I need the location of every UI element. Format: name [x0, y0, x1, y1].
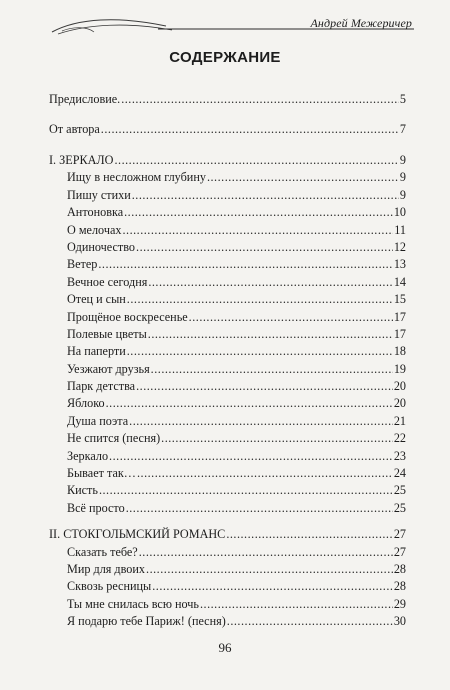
toc-item-page: 23: [393, 448, 406, 463]
toc-item-label: Отец и сын: [67, 292, 126, 307]
toc-item-page: 17: [393, 309, 406, 324]
toc-item-label: Ты мне снилась всю ночь: [67, 596, 199, 611]
dot-leader: [139, 545, 393, 560]
toc-section-label: I. ЗЕРКАЛО: [49, 153, 114, 167]
toc-item-label: Антоновка: [67, 205, 124, 220]
toc-heading: СОДЕРЖАНИЕ: [169, 49, 281, 66]
toc-item-label: Уезжают друзья: [67, 361, 150, 376]
toc-item-label: Кисть: [67, 483, 98, 498]
dot-leader: [121, 92, 399, 107]
dot-leader: [106, 396, 393, 411]
toc-item-page: 9: [399, 170, 406, 185]
toc-item[interactable]: [49, 170, 406, 187]
toc-item-page: 24: [393, 466, 406, 481]
dot-leader: [152, 579, 393, 594]
toc-item[interactable]: [49, 205, 406, 222]
toc-item[interactable]: [49, 240, 406, 257]
toc-section-page: 27: [393, 527, 406, 542]
toc-item-label: Парк детства: [67, 379, 136, 394]
toc-section-stockholm-romance[interactable]: [49, 527, 406, 544]
dot-leader: [114, 153, 398, 168]
toc-item[interactable]: [49, 466, 406, 483]
toc-section-label: II. СТОКГОЛЬМСКИЙ РОМАНС: [49, 527, 226, 542]
toc-entry-from-author[interactable]: [49, 122, 406, 141]
toc-item-page: 19: [393, 361, 406, 376]
toc-item-label: Всё просто: [67, 500, 125, 515]
toc-item[interactable]: [49, 223, 406, 240]
toc-item[interactable]: [49, 545, 406, 562]
toc-item-page: 20: [393, 379, 406, 394]
dot-leader: [124, 205, 393, 220]
toc-item-label: Мир для двоих: [67, 561, 146, 576]
toc-item-page: 29: [393, 596, 406, 611]
toc-entry-preface[interactable]: [49, 92, 406, 111]
dot-leader: [148, 327, 393, 342]
toc-item-page: 18: [393, 344, 406, 359]
dot-leader: [151, 362, 393, 377]
toc-item-page: 27: [393, 544, 406, 559]
toc-item[interactable]: [49, 396, 406, 413]
toc-item[interactable]: [49, 597, 406, 614]
toc-item-label: Душа поэта: [67, 413, 129, 428]
toc-item[interactable]: [49, 362, 406, 379]
toc-item[interactable]: [49, 292, 406, 309]
toc-item-label: Полевые цветы: [67, 326, 147, 341]
toc-item[interactable]: [49, 257, 406, 274]
toc-item-page: 22: [393, 431, 406, 446]
dot-leader: [189, 310, 393, 325]
toc-item[interactable]: [49, 344, 406, 361]
toc-item[interactable]: [49, 501, 406, 518]
dot-leader: [226, 527, 393, 542]
page-number: 96: [218, 640, 232, 655]
toc-item-label: Сквозь ресницы: [67, 579, 152, 594]
toc-item-label: Бывает так…: [67, 466, 136, 481]
toc-item[interactable]: [49, 188, 406, 205]
toc-item-page: 10: [393, 205, 406, 220]
dot-leader: [127, 292, 393, 307]
toc-item-label: Я подарю тебе Париж! (песня): [67, 614, 226, 629]
toc-item-label: Зеркало: [67, 448, 109, 463]
toc-item[interactable]: [49, 579, 406, 596]
toc-item[interactable]: [49, 483, 406, 500]
toc-item-page: 21: [393, 413, 406, 428]
dot-leader: [127, 344, 393, 359]
toc-item-label: Ищу в несложном глубину: [67, 170, 206, 185]
toc-item-page: 12: [393, 239, 406, 254]
toc-item[interactable]: [49, 327, 406, 344]
toc-entry-page: 5: [399, 92, 406, 106]
dot-leader: [207, 170, 399, 185]
toc-item-page: 30: [393, 614, 406, 629]
toc-item-label: О мелочах: [67, 222, 122, 237]
dot-leader: [148, 275, 392, 290]
toc-item[interactable]: [49, 379, 406, 396]
dot-leader: [126, 501, 393, 516]
dot-leader: [129, 414, 393, 429]
toc-item-label: Вечное сегодня: [67, 274, 148, 289]
toc-item-page: 11: [394, 222, 406, 237]
dot-leader: [122, 223, 393, 238]
dot-leader: [109, 449, 393, 464]
toc-entry-label: От автора: [49, 122, 100, 136]
dot-leader: [227, 614, 393, 629]
dot-leader: [161, 431, 393, 446]
toc-item[interactable]: [49, 431, 406, 448]
toc-entry-label: Предисловие.: [49, 92, 121, 106]
toc-section-mirror[interactable]: [49, 153, 406, 170]
dot-leader: [200, 597, 393, 612]
toc-item[interactable]: [49, 310, 406, 327]
toc-item-page: 25: [393, 483, 406, 498]
dot-leader: [99, 483, 393, 498]
dot-leader: [146, 562, 393, 577]
dot-leader: [101, 122, 399, 137]
toc-item-label: Не спится (песня): [67, 431, 161, 446]
toc-item[interactable]: [49, 614, 406, 631]
toc-section-page: 9: [399, 153, 406, 167]
toc-entry-page: 7: [399, 122, 406, 136]
toc-item[interactable]: [49, 449, 406, 466]
running-header-author: Андрей Межеричер: [310, 16, 412, 30]
toc-item-label: Ветер: [67, 257, 98, 272]
toc-item[interactable]: [49, 414, 406, 431]
toc-item[interactable]: [49, 562, 406, 579]
toc-item-page: 13: [393, 257, 406, 272]
toc-item[interactable]: [49, 275, 406, 292]
dot-leader: [136, 379, 393, 394]
toc-item-page: 14: [393, 274, 406, 289]
toc-item-page: 25: [393, 500, 406, 515]
dot-leader: [98, 257, 392, 272]
dot-leader: [136, 240, 393, 255]
table-of-contents: [49, 92, 406, 632]
toc-item-label: Яблоко: [67, 396, 105, 411]
toc-item-label: Сказать тебе?: [67, 544, 138, 559]
toc-item-page: 15: [393, 292, 406, 307]
dot-leader: [132, 188, 399, 203]
toc-item-page: 20: [393, 396, 406, 411]
toc-item-label: Одиночество: [67, 239, 136, 254]
dot-leader: [137, 466, 393, 481]
toc-item-label: На паперти: [67, 344, 126, 359]
toc-item-page: 28: [393, 561, 406, 576]
toc-item-label: Пишу стихи: [67, 187, 131, 202]
toc-item-page: 28: [393, 579, 406, 594]
toc-item-page: 9: [399, 187, 406, 202]
toc-item-page: 17: [393, 326, 406, 341]
toc-item-label: Прощёное воскресенье: [67, 309, 188, 324]
